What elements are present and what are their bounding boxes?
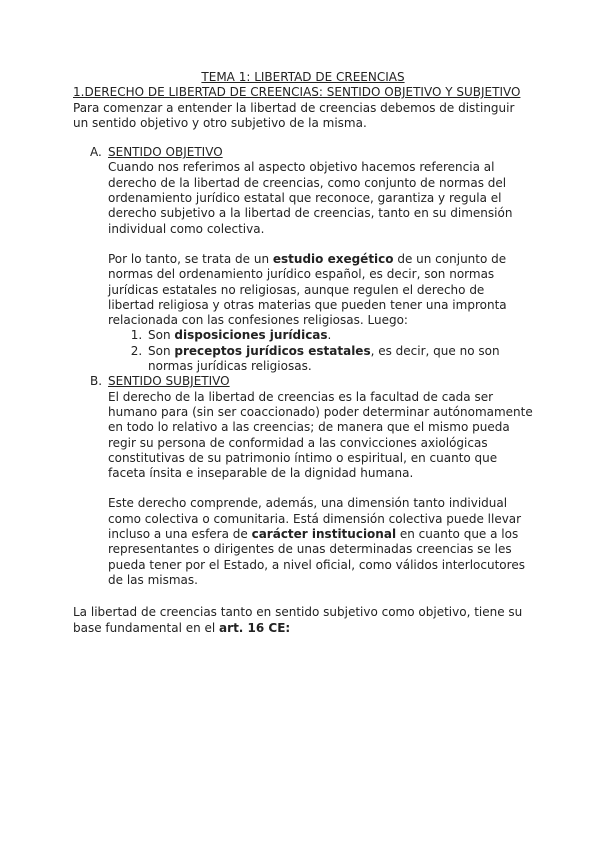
- bold-term: carácter institucional: [251, 527, 397, 542]
- bold-term: preceptos jurídicos estatales: [174, 343, 371, 358]
- section-a-paragraph-2: [108, 252, 533, 328]
- section-a: [90, 145, 533, 374]
- text-run: de un conjunto de normas del ordenamiento jurídico español, es decir, son normas jurídicas estatales no religiosas, aunque regulen el derecho de libertad religiosa y otras materias que pueden tener una impronta relacionada con las confesiones religiosas. Luego:: [108, 251, 507, 328]
- section-b-header: [90, 374, 533, 389]
- document-title: TEMA 1: LIBERTAD DE CREENCIAS: [201, 70, 405, 84]
- section-a-title: SENTIDO OBJETIVO: [108, 145, 223, 160]
- text-run: Son: [148, 343, 175, 358]
- bold-term: estudio exegético: [272, 251, 394, 266]
- section-b: [90, 374, 533, 588]
- section-a-letter: A.: [90, 145, 102, 160]
- section-b-title: SENTIDO SUBJETIVO: [108, 374, 230, 389]
- text-run: , es decir, que no son normas jurídicas religiosas.: [148, 343, 500, 374]
- document-page: [73, 70, 533, 636]
- bold-term: disposiciones jurídicas: [174, 328, 328, 343]
- section-b-letter: B.: [90, 374, 103, 389]
- section-b-paragraph-1: El derecho de la libertad de creencias es la facultad de cada ser humano para (sin ser coaccionado) poder determinar autónomamente en todo lo relativo a las creencias; de manera que el mismo pueda regir su persona de conformidad a las convicciones axiológicas constitutivas de su patrimonio íntimo o espiritual, en cuanto que faceta ínsita e inseparable de la dignidad humana.: [108, 389, 533, 481]
- text-run: Este derecho comprende, además, una dimensión tanto individual como colectiva o comunitaria. Está dimensión colectiva puede llevar incluso a una esfera de: [108, 496, 522, 542]
- section-a-body: [108, 160, 533, 374]
- text-run: Por lo tanto, se trata de un: [108, 251, 273, 266]
- list-item: [146, 344, 533, 375]
- text-run: en cuanto que a los representantes o dirigentes de unas determinadas creencias se les pueda tener por el Estado, a nivel oficial, como válidos interlocutores de las mismas.: [108, 527, 525, 587]
- section-heading: 1.DERECHO DE LIBERTAD DE CREENCIAS: SENTIDO OBJETIVO Y SUBJETIVO: [73, 85, 521, 100]
- intro-paragraph: Para comenzar a entender la libertad de creencias debemos de distinguir un sentido objetivo y otro subjetivo de la misma.: [73, 100, 515, 130]
- section-b-body: [108, 390, 533, 589]
- text-run: .: [327, 328, 332, 343]
- list-item: [146, 328, 533, 343]
- section-a-paragraph-1: Cuando nos referimos al aspecto objetivo hacemos referencia al derecho de la libertad de creencias, como conjunto de normas del ordenamiento jurídico estatal que reconoce, garantiza y regula el derecho subjetivo a la libertad de creencias, tanto en su dimensión individual como colectiva.: [108, 160, 513, 236]
- section-a-list: [108, 328, 533, 374]
- text-run: La libertad de creencias tanto en sentido subjetivo como objetivo, tiene su base fundamental en el: [73, 605, 523, 635]
- section-b-paragraph-2: [108, 496, 533, 588]
- section-a-header: [90, 145, 533, 160]
- text-run: Son: [148, 328, 175, 343]
- bold-term: art. 16 CE:: [219, 620, 291, 635]
- final-paragraph: [73, 605, 533, 636]
